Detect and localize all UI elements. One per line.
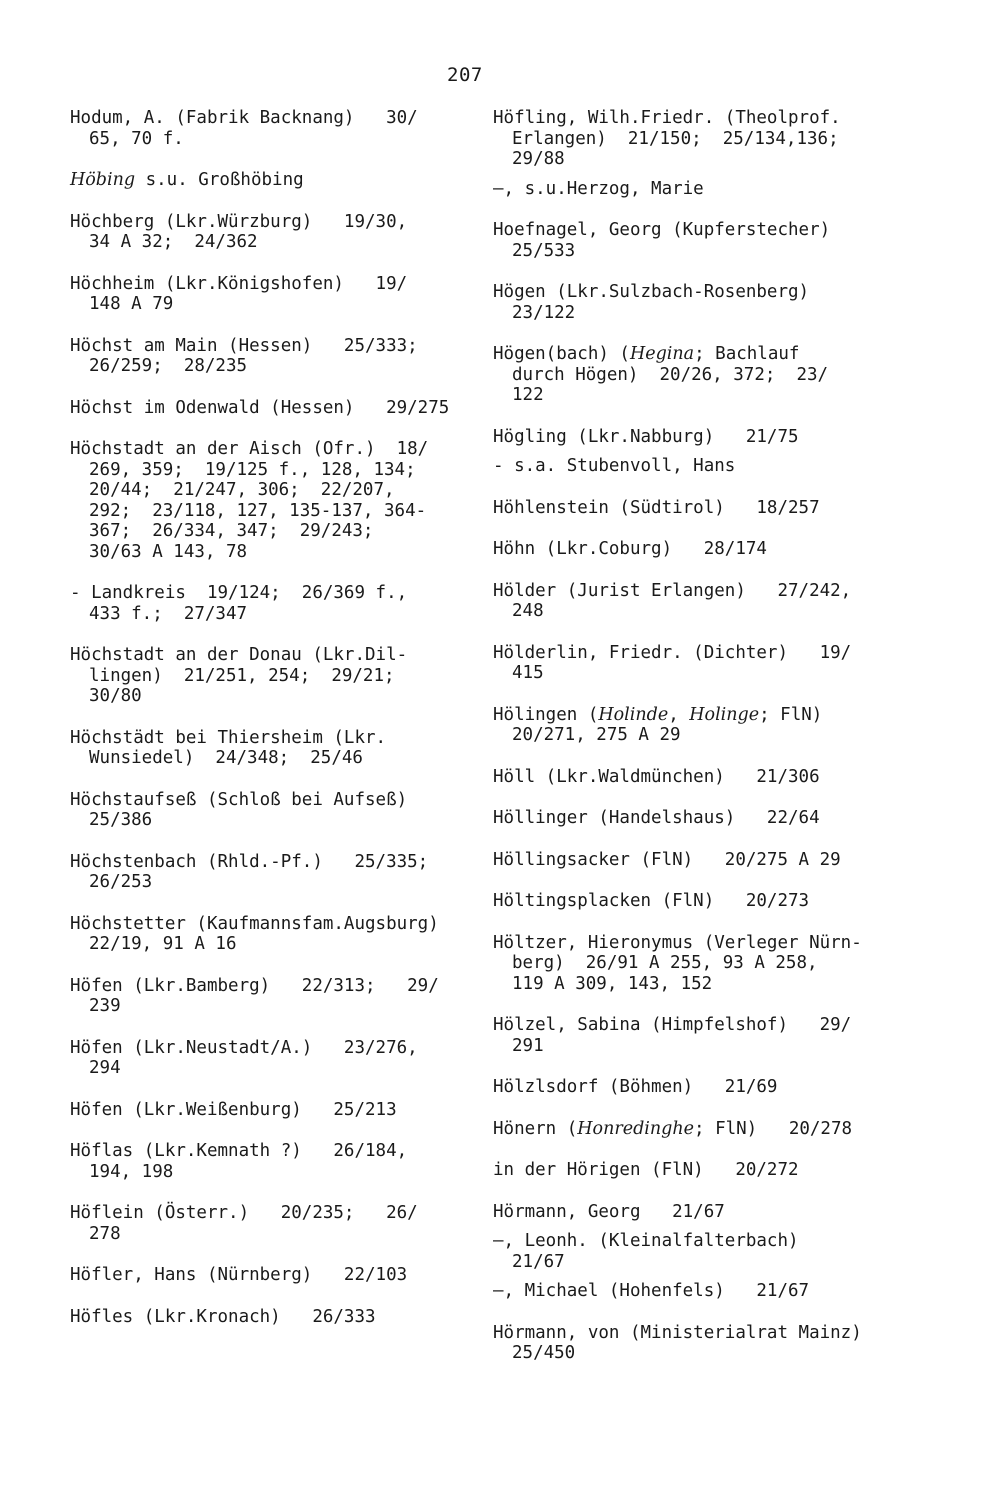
entry-line: 20/271, 275 A 29	[512, 725, 681, 745]
entry-line: Höll (Lkr.Waldmünchen) 21/306	[493, 766, 820, 787]
entry-line: Hörmann, Georg 21/67	[493, 1201, 725, 1222]
entry-line: Hölzlsdorf (Böhmen) 21/69	[493, 1077, 778, 1097]
entry-line: Hölzel, Sabina (Himpfelshof) 29/	[493, 1015, 852, 1035]
left-index-entry	[70, 976, 490, 1017]
entry-line: 20/44; 21/247, 306; 22/207,	[89, 480, 395, 500]
entry-line: Höllingsacker (FlN) 20/275 A 29	[493, 849, 841, 870]
entry-line: Hölingen (Holinde, Holinge; FlN)	[493, 704, 823, 725]
entry-line: 34 A 32; 24/362	[89, 232, 258, 252]
entry-line: Höchstädt bei Thiersheim (Lkr.	[70, 727, 387, 748]
entry-line: 21/67	[512, 1251, 565, 1272]
entry-line: Högen (Lkr.Sulzbach-Rosenberg)	[493, 282, 810, 302]
right-index-entry	[493, 498, 933, 519]
entry-line: Höchst im Odenwald (Hessen) 29/275	[70, 397, 450, 418]
left-index-entry	[70, 852, 490, 893]
entry-line: Hölder (Jurist Erlangen) 27/242,	[493, 580, 852, 601]
entry-line: Erlangen) 21/150; 25/134,136;	[512, 128, 839, 149]
entry-line: lingen) 21/251, 254; 29/21;	[89, 665, 395, 686]
left-index-entry	[70, 170, 490, 191]
entry-line: 294	[89, 1058, 121, 1078]
entry-line: Högen(bach) (Hegina; Bachlauf	[493, 344, 800, 364]
entry-line: Hoefnagel, Georg (Kupferstecher)	[493, 220, 831, 240]
entry-line: Höchstaufseß (Schloß bei Aufseß)	[70, 789, 408, 810]
right-index-entry	[493, 891, 933, 912]
entry-line: 269, 359; 19/125 f., 128, 134;	[89, 459, 416, 480]
entry-line: 122	[512, 385, 544, 405]
right-index-entry	[493, 1281, 933, 1302]
entry-line: Höfen (Lkr.Bamberg) 22/313; 29/	[70, 975, 439, 996]
entry-line: 65, 70 f.	[89, 128, 184, 149]
right-index-entry	[493, 539, 933, 560]
entry-line: Höfles (Lkr.Kronach) 26/333	[70, 1306, 376, 1327]
page-number: 207	[447, 64, 483, 86]
entry-line: Höchstenbach (Rhld.-Pf.) 25/335;	[70, 851, 429, 872]
left-index-entry	[70, 1100, 490, 1121]
entry-line: Hörmann, von (Ministerialrat Mainz)	[493, 1322, 862, 1343]
entry-line: berg) 26/91 A 255, 93 A 258,	[512, 953, 818, 973]
entry-line: 415	[512, 663, 544, 683]
left-index-entry	[70, 398, 490, 419]
right-index-entry	[493, 933, 933, 995]
right-index-entry	[493, 220, 933, 261]
entry-line: Höllinger (Handelshaus) 22/64	[493, 808, 820, 828]
entry-line: Höbing s.u. Großhöbing	[70, 170, 304, 190]
left-index-entry	[70, 1203, 490, 1244]
entry-line: Höfen (Lkr.Neustadt/A.) 23/276,	[70, 1037, 418, 1058]
right-index-entry	[493, 282, 933, 323]
index-column-right	[493, 108, 933, 1364]
entry-line: Höhn (Lkr.Coburg) 28/174	[493, 539, 767, 559]
entry-line: 23/122	[512, 302, 576, 323]
entry-line: Höltzer, Hieronymus (Verleger Nürn-	[493, 932, 862, 953]
entry-line: 25/450	[512, 1343, 576, 1363]
entry-line: Höfler, Hans (Nürnberg) 22/103	[70, 1265, 408, 1285]
entry-line: —, Michael (Hohenfels) 21/67	[493, 1281, 810, 1301]
left-index-entry	[70, 645, 490, 707]
entry-line: —, s.u.Herzog, Marie	[493, 178, 704, 199]
entry-line: —, Leonh. (Kleinalfalterbach)	[493, 1231, 799, 1251]
entry-line: Höchstadt an der Aisch (Ofr.) 18/	[70, 439, 429, 459]
right-index-entry	[493, 581, 933, 622]
left-index-entry	[70, 212, 490, 253]
entry-line: Wunsiedel) 24/348; 25/46	[89, 748, 363, 768]
right-index-entry	[493, 705, 933, 746]
right-index-entry	[493, 456, 933, 477]
right-index-entry	[493, 1077, 933, 1098]
entry-line: 278	[89, 1223, 121, 1244]
entry-line: Höfling, Wilh.Friedr. (Theolprof.	[493, 108, 841, 128]
right-index-entry	[493, 1231, 933, 1272]
entry-line: 30/80	[89, 686, 142, 706]
entry-line: 248	[512, 601, 544, 621]
right-index-entry	[493, 643, 933, 684]
entry-line: Högling (Lkr.Nabburg) 21/75	[493, 426, 799, 447]
left-index-entry	[70, 914, 490, 955]
entry-line: 367; 26/334, 347; 29/243;	[89, 521, 374, 541]
entry-line: 433 f.; 27/347	[89, 603, 248, 624]
right-index-entry	[493, 850, 933, 871]
entry-line: 148 A 79	[89, 294, 174, 314]
entry-line: Höflas (Lkr.Kemnath ?) 26/184,	[70, 1141, 408, 1161]
entry-line: 22/19, 91 A 16	[89, 934, 237, 954]
left-index-entry	[70, 336, 490, 377]
entry-line: 194, 198	[89, 1161, 174, 1182]
left-index-entry	[70, 1307, 490, 1328]
entry-line: Höflein (Österr.) 20/235; 26/	[70, 1203, 418, 1223]
entry-line: Hodum, A. (Fabrik Backnang) 30/	[70, 108, 418, 128]
entry-line: - s.a. Stubenvoll, Hans	[493, 456, 736, 476]
entry-line: 119 A 309, 143, 152	[512, 973, 713, 994]
entry-line: 239	[89, 996, 121, 1016]
right-index-entry	[493, 1202, 933, 1223]
entry-line: durch Högen) 20/26, 372; 23/	[512, 364, 829, 385]
entry-line: 30/63 A 143, 78	[89, 541, 248, 562]
right-index-entry	[493, 108, 933, 170]
entry-line: Höhlenstein (Südtirol) 18/257	[493, 497, 820, 518]
left-index-entry	[70, 790, 490, 831]
entry-line: 25/386	[89, 810, 153, 830]
left-index-entry	[70, 583, 490, 624]
right-index-entry	[493, 427, 933, 448]
entry-line: - Landkreis 19/124; 26/369 f.,	[70, 583, 408, 603]
left-index-entry	[70, 1038, 490, 1079]
right-index-entry	[493, 179, 933, 200]
left-index-entry	[70, 439, 490, 562]
right-index-entry	[493, 344, 933, 406]
entry-line: 26/259; 28/235	[89, 356, 248, 376]
left-index-entry	[70, 274, 490, 315]
entry-line: 292; 23/118, 127, 135-137, 364-	[89, 500, 427, 521]
left-index-entry	[70, 1265, 490, 1286]
entry-line: Hönern (Honredinghe; FlN) 20/278	[493, 1118, 853, 1139]
entry-line: 291	[512, 1035, 544, 1056]
entry-line: Höchberg (Lkr.Würzburg) 19/30,	[70, 211, 408, 232]
right-index-entry	[493, 808, 933, 829]
right-index-entry	[493, 1160, 933, 1181]
entry-line: Höchst am Main (Hessen) 25/333;	[70, 335, 418, 356]
left-index-entry	[70, 108, 490, 149]
index-column-left	[70, 108, 490, 1327]
entry-line: Höchheim (Lkr.Königshofen) 19/	[70, 273, 408, 294]
entry-line: Hölderlin, Friedr. (Dichter) 19/	[493, 642, 852, 663]
left-index-entry	[70, 728, 490, 769]
right-index-entry	[493, 1323, 933, 1364]
entry-line: Höchstetter (Kaufmannsfam.Augsburg)	[70, 913, 439, 934]
entry-line: Höltingsplacken (FlN) 20/273	[493, 891, 810, 911]
left-index-entry	[70, 1141, 490, 1182]
entry-line: 26/253	[89, 872, 153, 892]
entry-line: in der Hörigen (FlN) 20/272	[493, 1160, 799, 1180]
entry-line: 25/533	[512, 240, 576, 261]
entry-line: 29/88	[512, 149, 565, 169]
right-index-entry	[493, 767, 933, 788]
right-index-entry	[493, 1015, 933, 1056]
entry-line: Höfen (Lkr.Weißenburg) 25/213	[70, 1099, 397, 1120]
entry-line: Höchstadt an der Donau (Lkr.Dil-	[70, 645, 408, 665]
right-index-entry	[493, 1119, 933, 1140]
